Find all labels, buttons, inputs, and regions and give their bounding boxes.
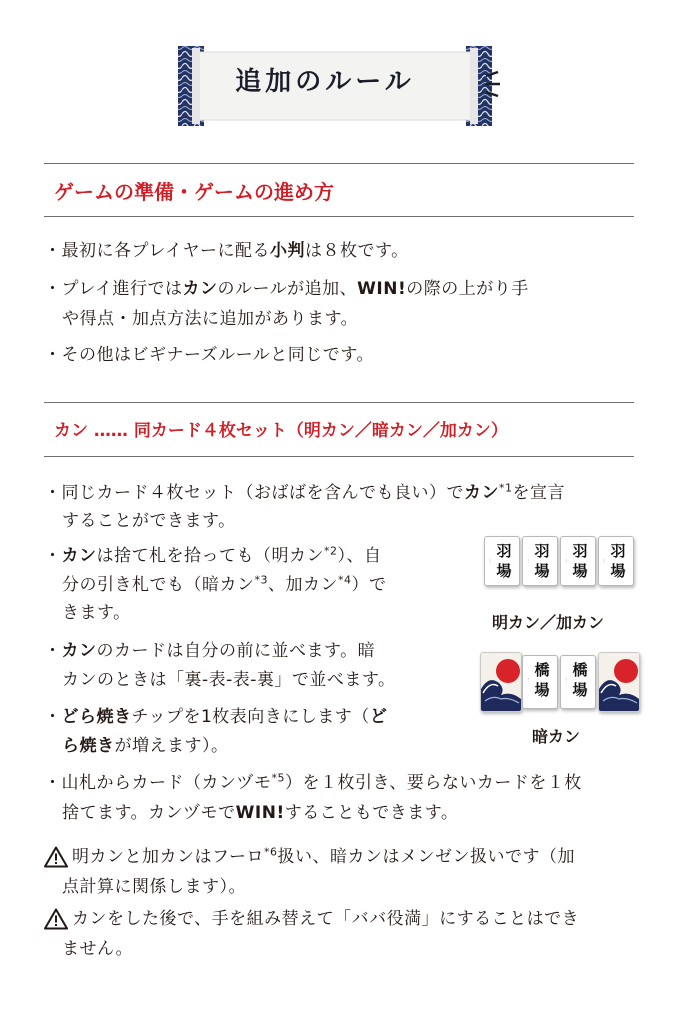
bullet-item-continued: 分の引き札でも（暗カン$^{*3}$、加カン$^{*4}$）で bbox=[62, 573, 387, 595]
illustration-caption: 明カン／加カン bbox=[492, 613, 605, 632]
card-tile: ⋮ 羽場 bbox=[598, 536, 634, 586]
card-tile: ⋮ 羽場 bbox=[560, 536, 596, 586]
bullet-item-continued: カンのときは「裏-表-表-裏」で並べます。 bbox=[62, 670, 396, 690]
bullet-item-continued: や得点・加点方法に追加があります。 bbox=[62, 309, 359, 329]
divider bbox=[44, 163, 634, 164]
bullet-item: ・最初に各プレイヤーに配る小判は８枚です。 bbox=[44, 241, 409, 261]
bullet-item-continued: ら焼きが増えます）。 bbox=[62, 736, 229, 756]
warning-icon bbox=[44, 846, 68, 868]
card-tile: ⋮ 橋場 bbox=[522, 655, 558, 709]
note-item-continued: ません。 bbox=[62, 939, 134, 959]
bullet-item: ・カンのカードは自分の前に並べます。暗 bbox=[44, 641, 376, 661]
note-item: 明カンと加カンはフーロ$^{*6}$扱い、暗カンはメンゼン扱いです（加 bbox=[72, 845, 575, 867]
bullet-item: ・プレイ進行ではカンのルールが追加、WIN!の際の上がり手 bbox=[44, 279, 529, 299]
bullet-item-continued: 捨てます。カンヅモでWIN!することもできます。 bbox=[62, 803, 459, 823]
card-tile: ⋮ 橋場 bbox=[560, 655, 596, 709]
section-heading: カン …… 同カード４枚セット（明カン／暗カン／加カン） bbox=[54, 421, 508, 441]
card-tile: ⋮ 羽場 bbox=[522, 536, 558, 586]
bullet-item: ・山札からカード（カンヅモ$^{*5}$）を１枚引き、要らないカードを１枚 bbox=[44, 771, 582, 793]
divider bbox=[44, 402, 634, 403]
warning-icon bbox=[44, 908, 68, 930]
bullet-item: ・その他はビギナーズルールと同じです。 bbox=[44, 345, 374, 365]
note-item: カンをした後で、手を組み替えて「ババ役満」にすることはでき bbox=[72, 909, 580, 929]
bullet-item-continued: きます。 bbox=[62, 603, 131, 623]
divider bbox=[44, 456, 634, 457]
card-back bbox=[480, 652, 522, 712]
card-back bbox=[598, 652, 640, 712]
page-title: 追加のルール bbox=[235, 67, 415, 97]
bullet-item-continued: することができます。 bbox=[62, 511, 236, 531]
illustration-caption: 暗カン bbox=[532, 727, 581, 746]
bullet-item: ・カンは捨て札を拾っても（明カン$^{*2}$）、自 bbox=[44, 544, 382, 566]
divider bbox=[44, 216, 634, 217]
section-heading: ゲームの準備・ゲームの進め方 bbox=[54, 180, 334, 204]
card-tile: ⋮ 羽場 bbox=[484, 536, 520, 586]
bullet-item: ・どら焼きチップを1枚表向きにします（ど bbox=[44, 707, 388, 727]
bullet-item: ・同じカード４枚セット（おばばを含んでも良い）でカン$^{*1}$を宣言 bbox=[44, 481, 565, 503]
note-item-continued: 点計算に関係します）。 bbox=[62, 877, 246, 897]
